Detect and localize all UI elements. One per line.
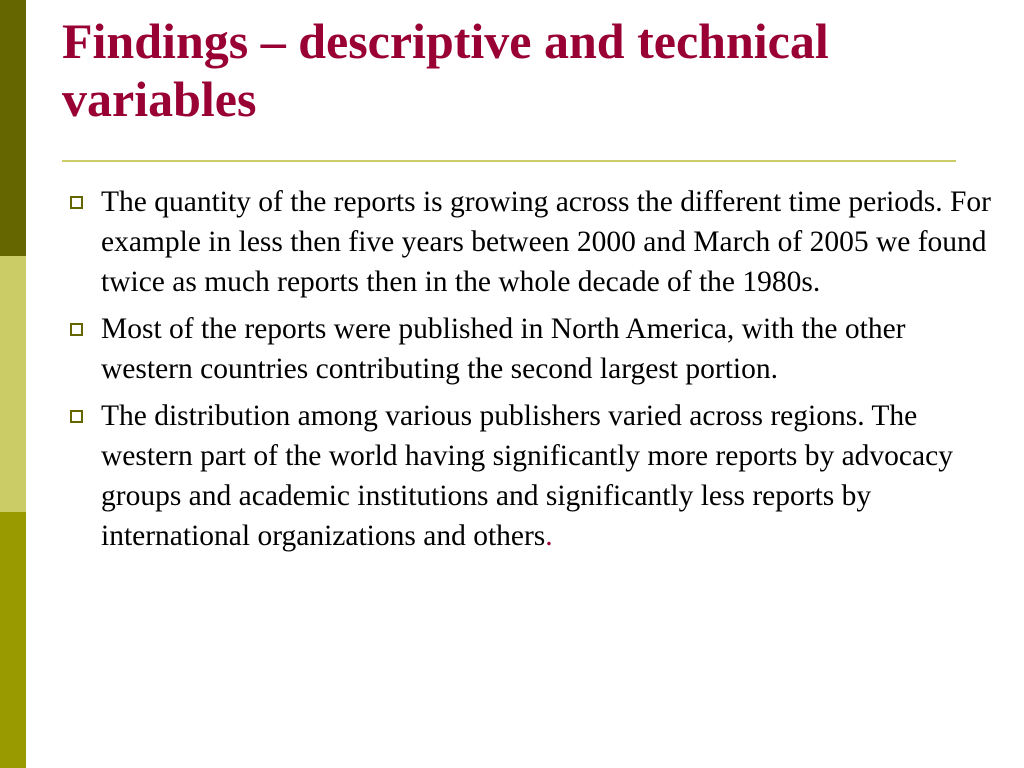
square-bullet-icon xyxy=(70,323,83,336)
bullet-list xyxy=(62,182,1002,563)
side-bar-middle-segment xyxy=(0,256,26,512)
square-bullet-icon xyxy=(70,410,83,423)
bullet-trailing-period: . xyxy=(545,520,553,552)
slide-title: Findings – descriptive and technical variables xyxy=(62,13,829,127)
bullet-item xyxy=(62,396,1002,556)
square-bullet-icon xyxy=(70,196,83,209)
bullet-text: The quantity of the reports is growing across the different time periods. For example in less then five years between 2000 and March of 2005 we found twice as much reports then in the whole decade of the 1980s. xyxy=(101,186,991,298)
bullet-item xyxy=(62,309,1002,389)
side-bar-bottom-segment xyxy=(0,512,26,768)
bullet-text: Most of the reports were published in North America, with the other western countries contributing the second largest portion. xyxy=(101,313,906,385)
bullet-item xyxy=(62,182,1002,302)
title-divider xyxy=(62,160,956,162)
bullet-text: The distribution among various publishers varied across regions. The western part of the world having significantly more reports by advocacy groups and academic institutions and significantly less reports by international organizations and others xyxy=(101,400,953,552)
side-bar-top-segment xyxy=(0,0,26,256)
